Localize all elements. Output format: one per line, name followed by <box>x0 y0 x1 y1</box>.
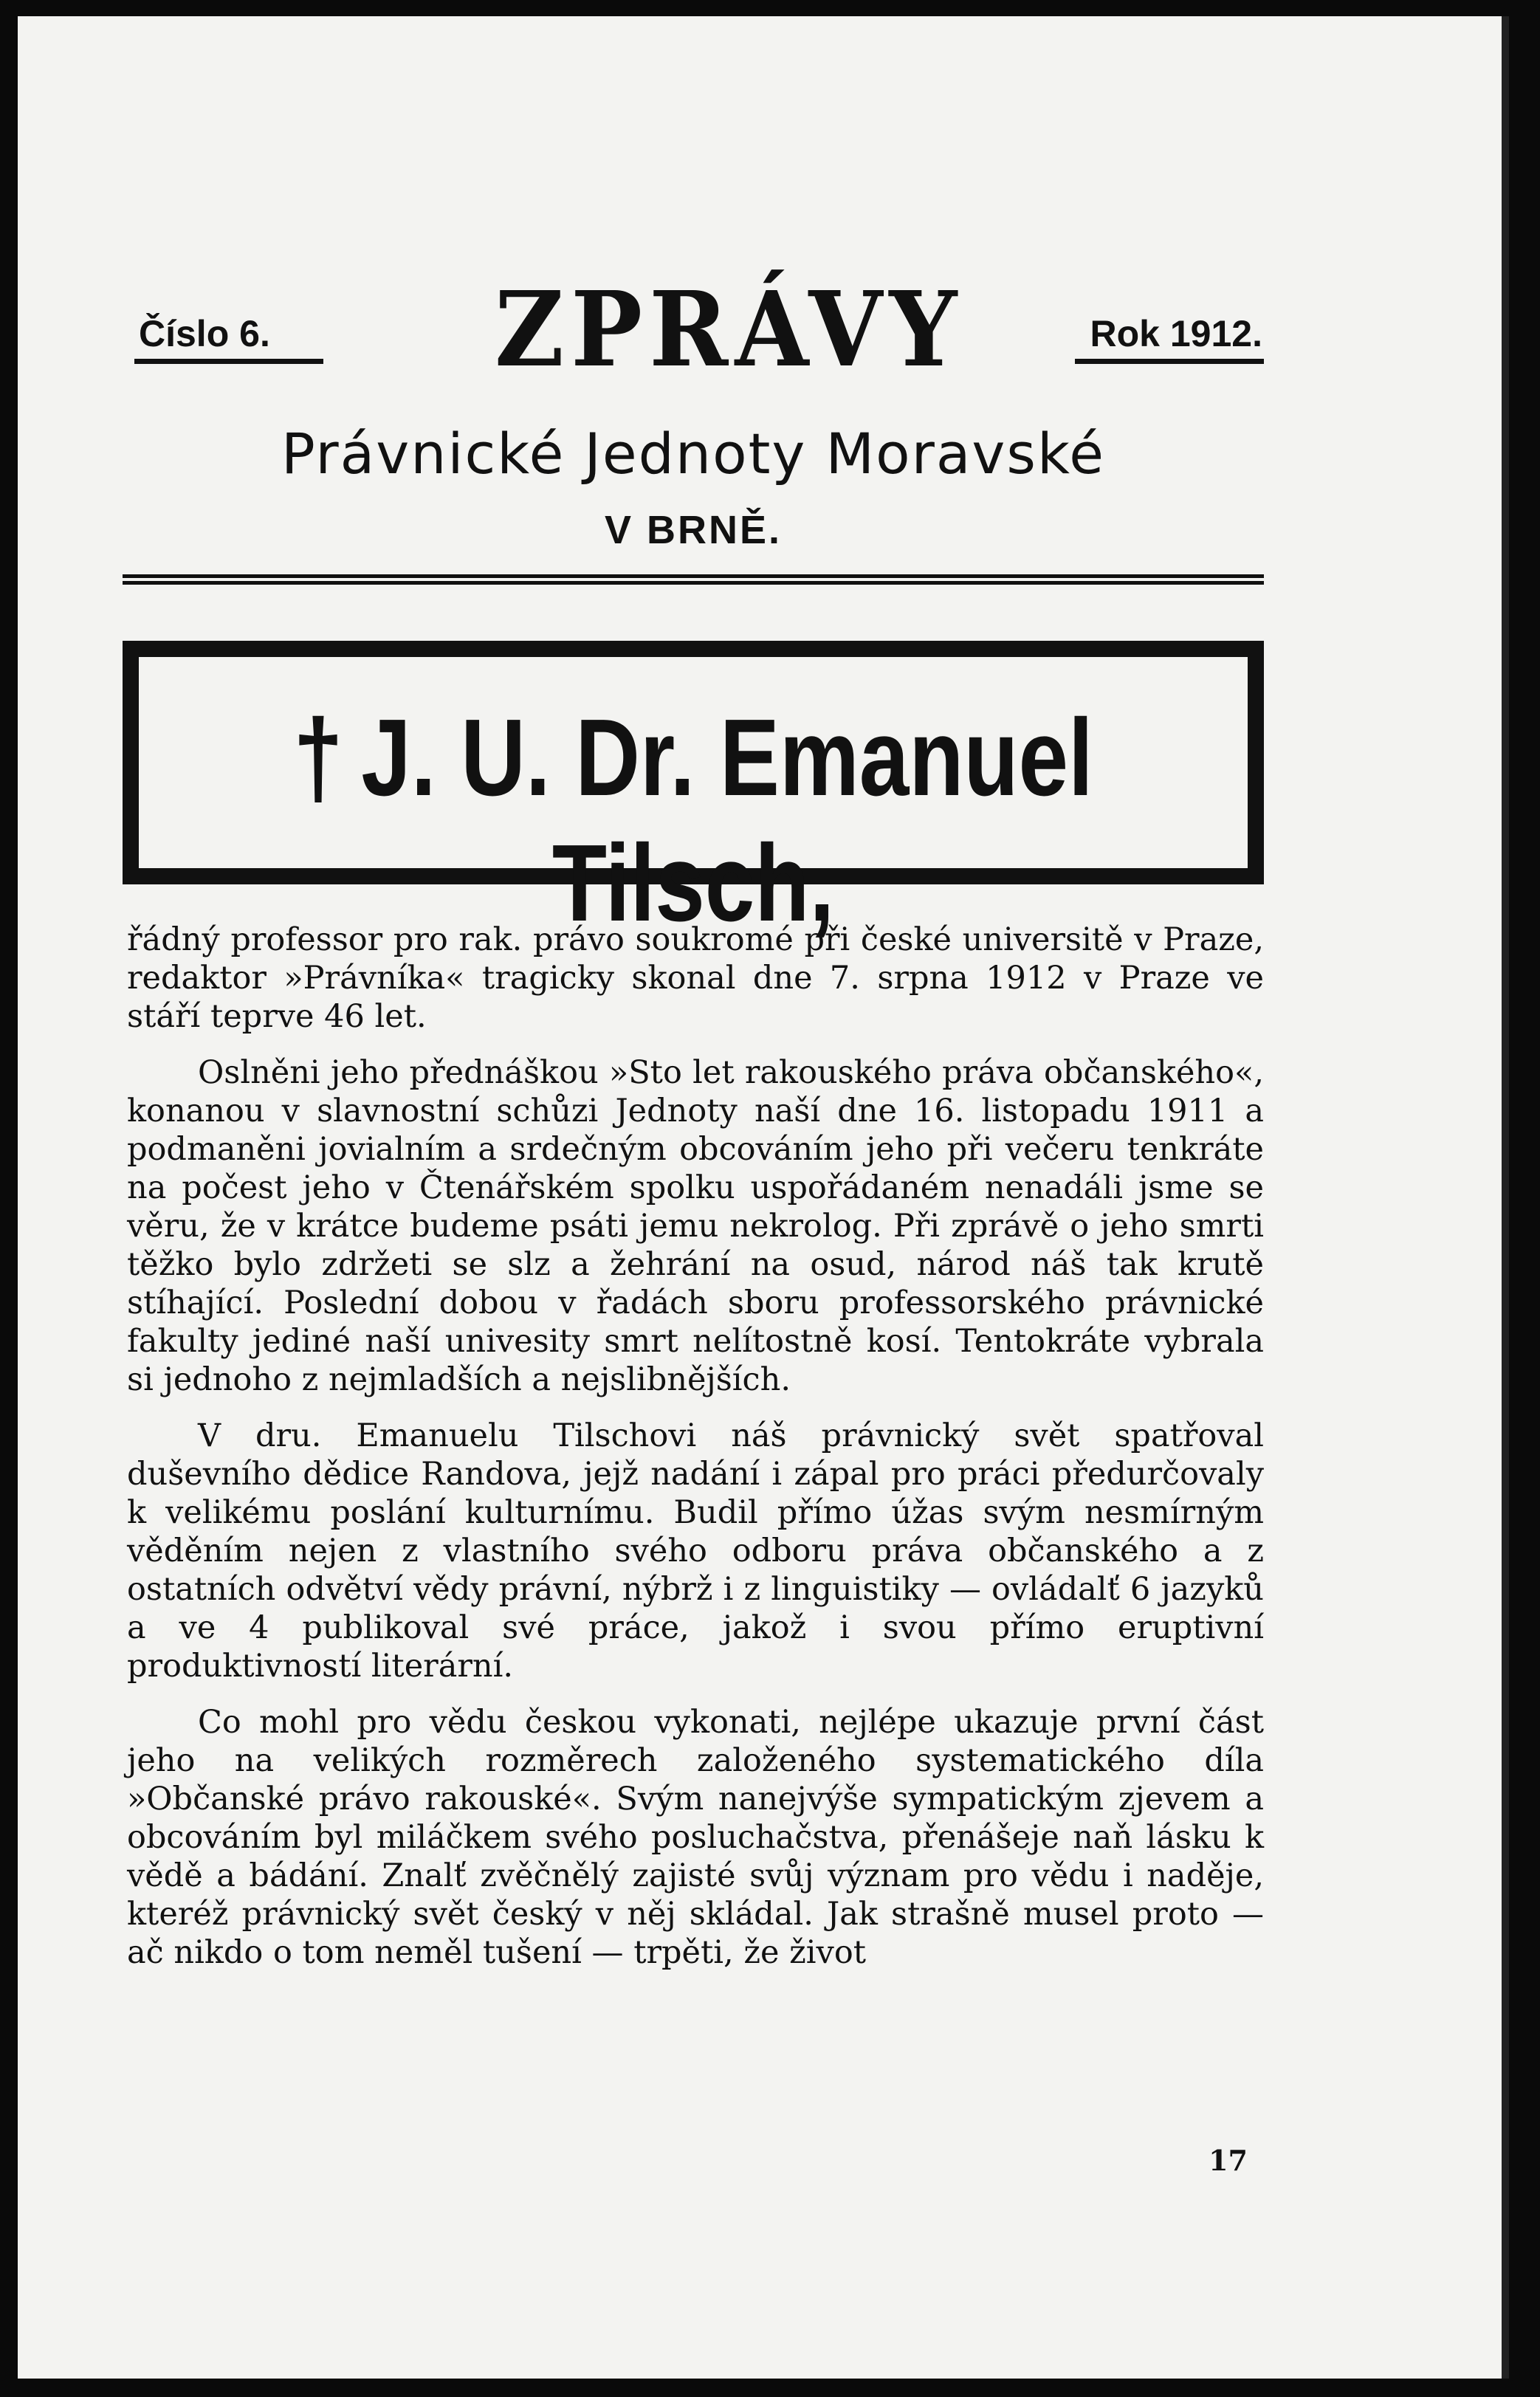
article-body <box>127 921 1264 1990</box>
header-divider <box>123 574 1264 585</box>
cross-icon: † <box>293 697 343 819</box>
publication-city: V BRNĚ. <box>604 508 783 552</box>
paragraph: V dru. Emanuelu Tilschovi náš právnický svět spatřoval duševního dědice Randova, jejž nadání i zápal pro práci předurčovaly k velikému poslání kulturnímu. Budil přímo úžas svým nesmírným věděním nejen z vlastního svého odboru práva občanského a z ostatních odvětví vědy právní, nýbrž i z linguistiky — ovládalť 6 jazyků a ve 4 publikoval své práce, jakož i svou přímo eruptivní produktivností literární. <box>127 1417 1264 1685</box>
issue-number: Číslo 6. <box>139 313 270 354</box>
year-underline <box>1075 359 1264 364</box>
document-page <box>18 16 1509 2379</box>
paragraph: Oslněni jeho přednáškou »Sto let rakouského práva občanského«, konanou v slavnostní schůzi Jednoty naší dne 16. listopadu 1911 a podmaněni jovialním a srdečným obcováním jeho při večeru tenkráte na počest jeho v Čtenářském spolku uspořádaném nenadáli jsme se věru, že v krátce budeme psáti jemu nekrolog. Při zprávě o jeho smrti těžko bylo zdržeti se slz a žehrání na osud, národ náš tak krutě stíhající. Poslední dobou v řadách sboru professorského právnické fakulty jediné naší univesity smrt nelítostně kosí. Tentokráte vybrala si jednoho z nejmladších a nejslibnějších. <box>127 1054 1264 1398</box>
obituary-banner <box>123 641 1264 944</box>
deceased-name: J. U. Dr. Emanuel Tilsch, <box>361 697 1093 944</box>
publication-title: ZPRÁVY <box>495 269 964 391</box>
issue-underline <box>134 359 323 364</box>
paragraph: Co mohl pro vědu českou vykonati, nejlépe ukazuje první část jeho na velikých rozměrech založeného systematického díla »Občanské právo rakouské«. Svým nanejvýše sympatickým zjevem a obcováním byl miláčkem svého posluchačstva, přenášeje naň lásku k vědě a bádání. Znalť zvěčnělý zajisté svůj význam pro vědu i naděje, kteréž právnický svět český v něj skládal. Jak strašně musel proto — ač nikdo o tom neměl tušení — trpěti, že život <box>127 1704 1264 1971</box>
publication-subtitle: Právnické Jednoty Moravské <box>281 421 1106 486</box>
paragraph: řádný professor pro rak. právo soukromé při české universitě v Praze, redaktor »Právníka« tragicky skonal dne 7. srpna 1912 v Praze ve stáří teprve 46 let. <box>127 921 1264 1035</box>
page-number: 17 <box>1209 2144 1248 2177</box>
publication-year: Rok 1912. <box>1090 313 1262 354</box>
masthead <box>123 269 1264 391</box>
obituary-heading <box>238 695 1148 946</box>
